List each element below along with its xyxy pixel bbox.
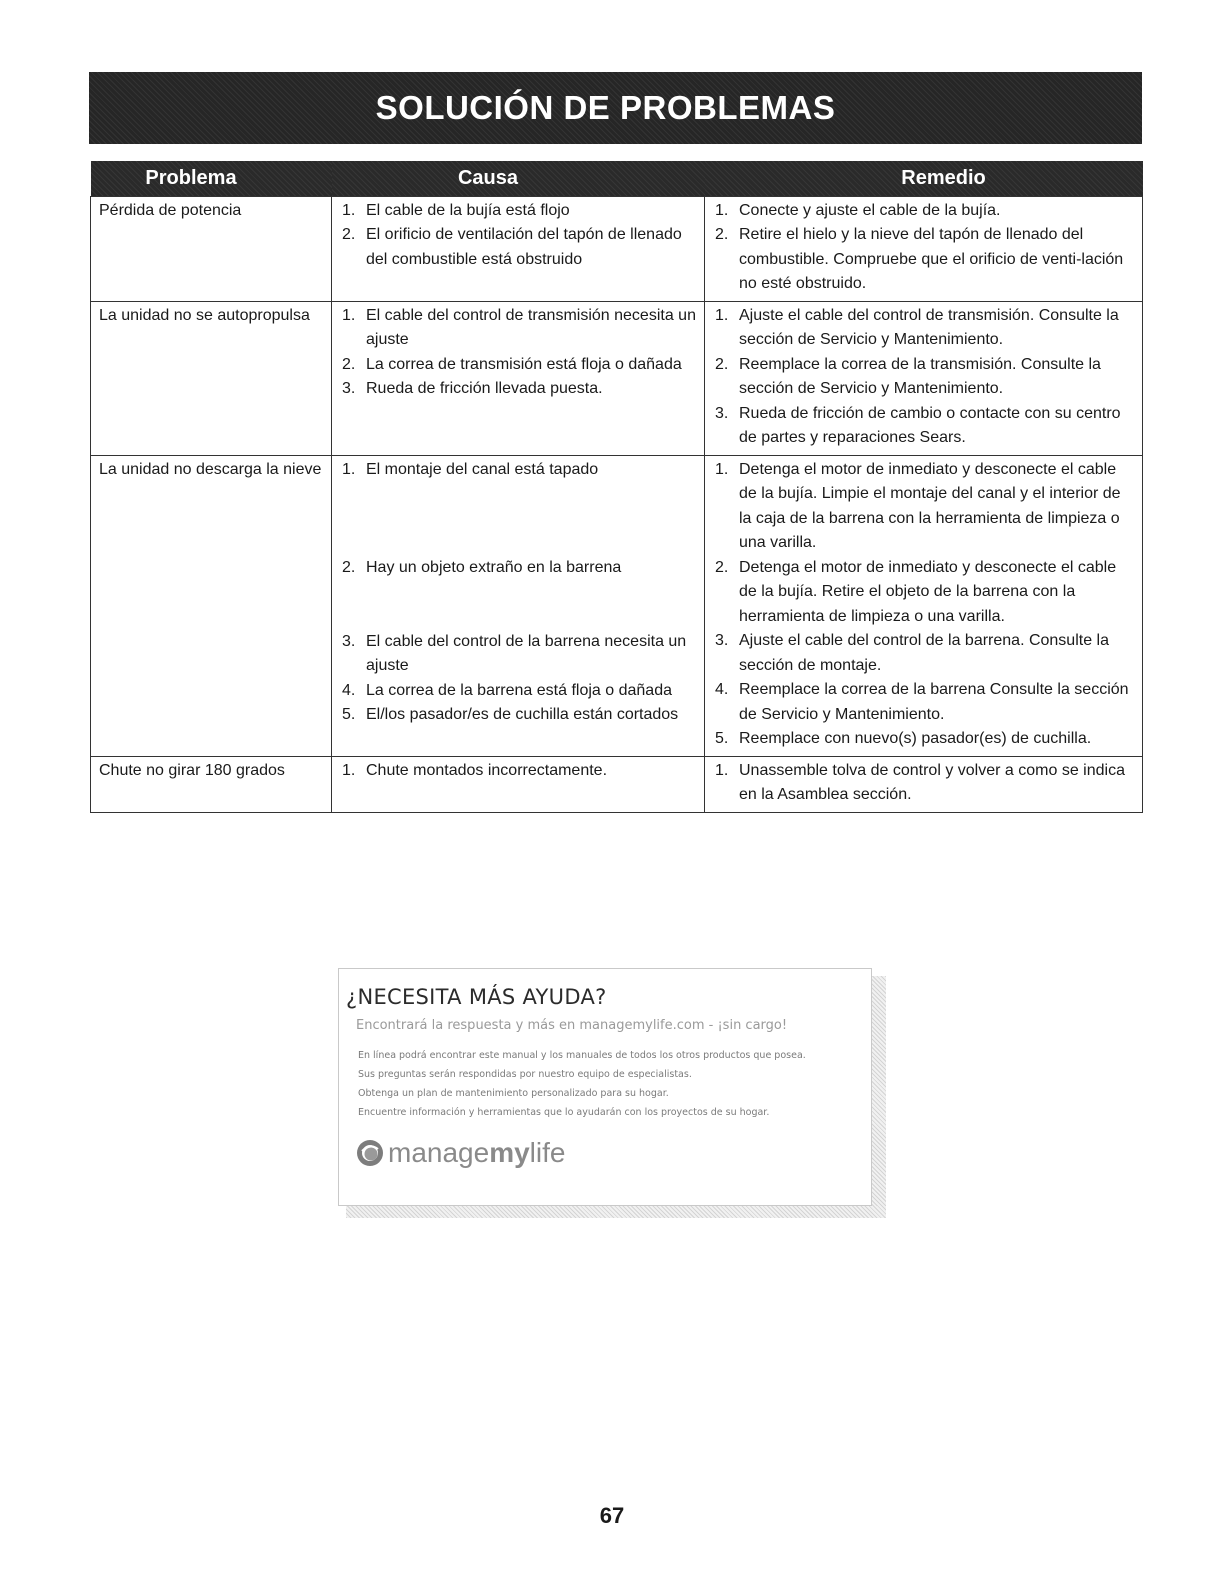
help-line: En línea podrá encontrar este manual y los manuales de todos los otros productos que posea. <box>358 1050 806 1061</box>
table-header-row <box>91 161 1143 196</box>
help-box-shadow <box>346 1206 886 1218</box>
header-causa: Causa <box>332 161 705 196</box>
help-title: ¿NECESITA MÁS AYUDA? <box>346 985 607 1009</box>
list-item: 4. Reemplace la correa de la barrena Consulte la sección de Servicio y Mantenimiento. <box>715 681 1129 723</box>
table-row <box>91 301 1143 455</box>
list-item: 3. Rueda de fricción de cambio o contacte con su centro de partes y reparaciones Sears. <box>715 404 1121 446</box>
remedy-cell <box>705 196 1143 301</box>
troubleshooting-table <box>90 161 1143 813</box>
cause-cell <box>332 196 705 301</box>
table-row <box>91 196 1143 301</box>
list-item: 3. El cable del control de la barrena necesita un ajuste <box>342 632 687 674</box>
list-item: 2. Detenga el motor de inmediato y desconecte el cable de la bujía. Retire el objeto de la barrena con la herramienta de limpieza o una varilla. <box>715 558 1117 625</box>
list-item: 4. La correa de la barrena está floja o dañada <box>342 681 672 699</box>
problem-cell: La unidad no se autopropulsa <box>91 301 332 455</box>
list-item: 1. El cable de la bujía está flojo <box>342 201 570 219</box>
title-banner <box>89 72 1142 144</box>
list-item: 5. El/los pasador/es de cuchilla están cortados <box>342 706 679 723</box>
help-line: Sus preguntas serán respondidas por nuestro equipo de especialistas. <box>358 1069 692 1080</box>
list-item: 5. Reemplace con nuevo(s) pasador(es) de cuchilla. <box>715 730 1092 747</box>
remedy-cell <box>705 756 1143 812</box>
list-item: 1. Ajuste el cable del control de transmisión. Consulte la sección de Servicio y Mantenimiento. <box>715 306 1119 348</box>
help-subtitle: Encontrará la respuesta y más en managemylife.com - ¡sin cargo! <box>356 1018 788 1033</box>
list-item: 2. Retire el hielo y la nieve del tapón de llenado del combustible. Compruebe que el orificio de venti-lación no esté obstruido. <box>715 226 1124 292</box>
cause-cell <box>332 756 705 812</box>
header-remedio: Remedio <box>705 161 1143 196</box>
page-title: SOLUCIÓN DE PROBLEMAS <box>375 89 836 126</box>
problem-cell: Pérdida de potencia <box>91 196 332 301</box>
page-number: 67 <box>599 1503 625 1528</box>
list-item: 2. La correa de transmisión está floja o dañada <box>342 355 682 373</box>
remedy-cell <box>705 455 1143 756</box>
list-item: 3. Rueda de fricción llevada puesta. <box>342 380 603 397</box>
problem-cell: La unidad no descarga la nieve <box>91 455 332 756</box>
list-item: 1. El montaje del canal está tapado <box>342 460 599 478</box>
list-item: 1. Chute montados incorrectamente. <box>342 761 608 779</box>
cause-cell <box>332 455 705 756</box>
list-item: 2. El orificio de ventilación del tapón de llenado del combustible está obstruido <box>342 226 682 268</box>
list-item: 3. Ajuste el cable del control de la barrena. Consulte la sección de montaje. <box>715 632 1109 674</box>
table-row <box>91 756 1143 812</box>
help-lines <box>358 1046 806 1122</box>
list-item: 2. Hay un objeto extraño en la barrena <box>342 558 622 576</box>
globe-icon <box>356 1139 384 1167</box>
cause-cell <box>332 301 705 455</box>
brand-wordmark: managemylife <box>388 1137 566 1168</box>
problem-cell: Chute no girar 180 grados <box>91 756 332 812</box>
help-line: Obtenga un plan de mantenimiento personalizado para su hogar. <box>358 1088 669 1099</box>
remedy-cell <box>705 301 1143 455</box>
header-problema: Problema <box>91 161 332 196</box>
list-item: 1. Detenga el motor de inmediato y desconecte el cable de la bujía. Limpie el montaje del canal y el interior de la caja de la barrena con la herramienta de limpieza o una varilla. <box>715 460 1121 551</box>
managemylife-logo <box>356 1137 565 1169</box>
list-item: 2. Reemplace la correa de la transmisión. Consulte la sección de Servicio y Mantenimiento. <box>715 355 1101 397</box>
table-row <box>91 455 1143 756</box>
list-item: 1. Unassemble tolva de control y volver a como se indica en la Asamblea sección. <box>715 761 1125 803</box>
help-line: Encuentre información y herramientas que lo ayudarán con los proyectos de su hogar. <box>358 1107 770 1118</box>
list-item: 1. El cable del control de transmisión necesita un ajuste <box>342 306 696 348</box>
help-box-shadow <box>872 976 886 1218</box>
list-item: 1. Conecte y ajuste el cable de la bujía. <box>715 201 1001 219</box>
